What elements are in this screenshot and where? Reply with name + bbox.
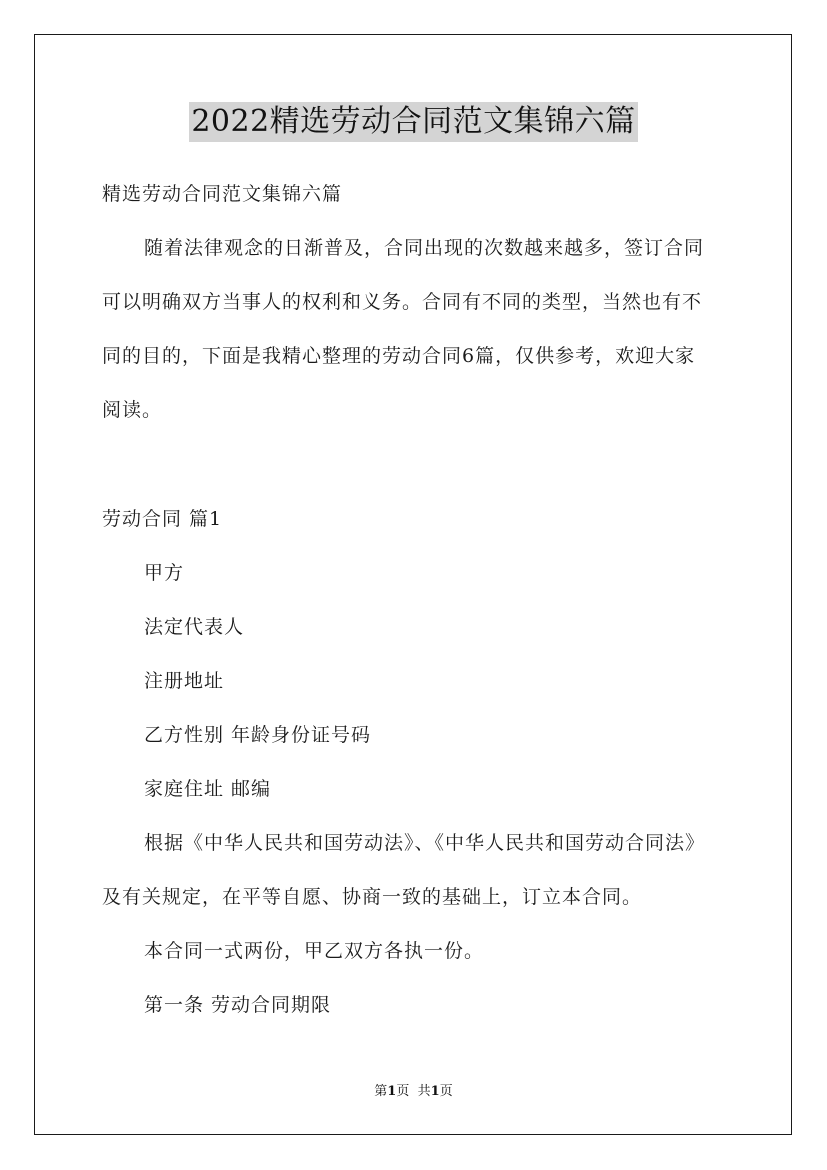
field-legal-representative: 法定代表人 [144,616,245,638]
document-title: 2022精选劳动合同范文集锦六篇 [189,102,637,142]
document-subtitle: 精选劳动合同范文集锦六篇 [102,183,343,205]
page-prefix: 第 [374,1084,388,1099]
page-suffix: 页 [396,1084,410,1099]
intro-line-1: 随着法律观念的日渐普及，合同出现的次数越来越多，签订合同 [144,237,705,259]
page-current: 1 [387,1084,397,1099]
total-suffix: 页 [439,1084,453,1099]
page-total: 1 [430,1084,440,1099]
title-container [0,102,827,142]
basis-line-2: 及有关规定，在平等自愿、协商一致的基础上，订立本合同。 [102,886,643,908]
article-1-heading: 第一条 劳动合同期限 [144,994,332,1016]
field-party-a: 甲方 [144,562,185,584]
page-footer [0,1083,827,1101]
intro-line-4: 阅读。 [102,399,163,421]
total-prefix: 共 [417,1084,431,1099]
basis-line-1: 根据《中华人民共和国劳动法》、《中华人民共和国劳动合同法》 [144,832,706,854]
field-party-b: 乙方性别 年龄身份证号码 [144,724,372,746]
field-home-address: 家庭住址 邮编 [144,778,272,800]
copies-line: 本合同一式两份，甲乙双方各执一份。 [144,940,485,962]
field-registered-address: 注册地址 [144,670,225,692]
intro-line-2: 可以明确双方当事人的权利和义务。合同有不同的类型，当然也有不 [102,291,703,313]
intro-line-3: 同的目的，下面是我精心整理的劳动合同6篇，仅供参考，欢迎大家 [102,345,696,367]
section-heading: 劳动合同 篇1 [102,508,223,530]
